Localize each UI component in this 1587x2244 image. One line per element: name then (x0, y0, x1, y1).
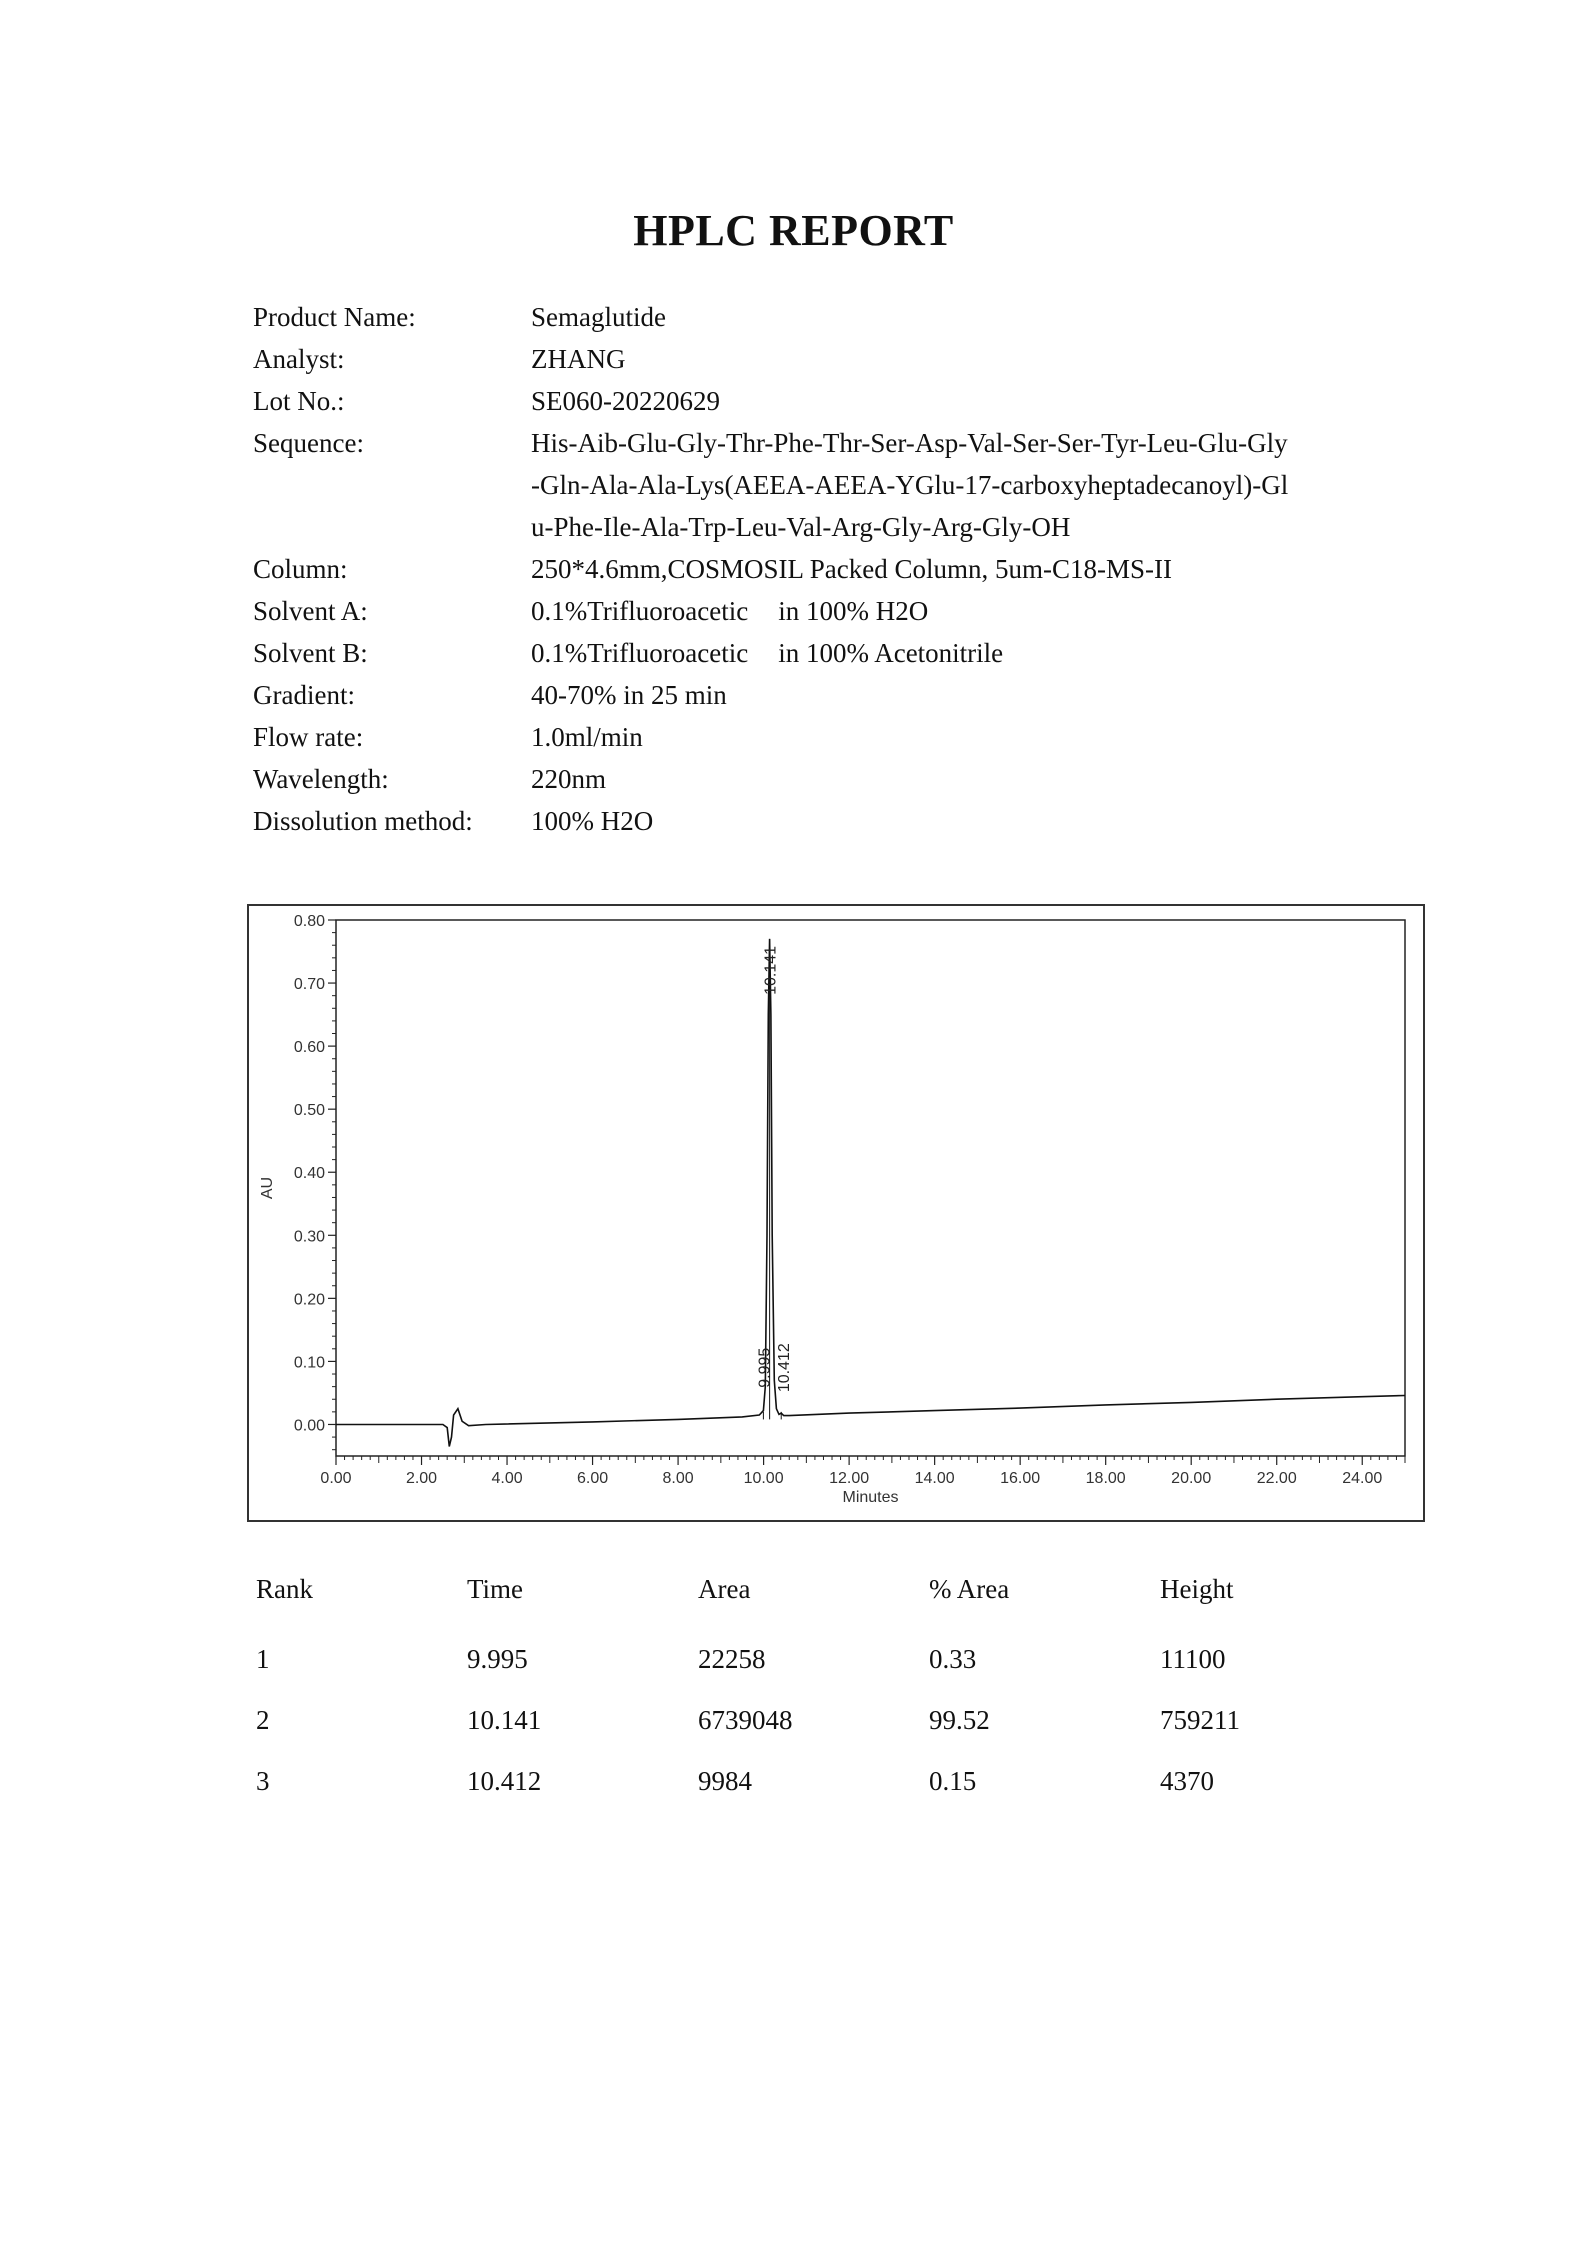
cell-time: 10.412 (467, 1766, 542, 1796)
field-label: Flow rate: (253, 722, 364, 752)
product-name-row (253, 296, 1393, 338)
header-time: Time (467, 1574, 524, 1604)
cell-height: 759211 (1160, 1705, 1240, 1735)
field-label: Solvent B: (253, 638, 368, 668)
plot-area (336, 920, 1405, 1456)
cell-rank: 2 (256, 1705, 270, 1735)
method-info (253, 296, 1393, 842)
wavelength-value: 220nm (531, 764, 607, 794)
x-tick-label: 16.00 (1000, 1470, 1041, 1487)
analyst-value: ZHANG (531, 344, 626, 374)
y-tick-label: 0.30 (293, 1228, 325, 1246)
header-area: Area (698, 1574, 751, 1604)
header-height: Height (1160, 1574, 1234, 1604)
gradient-row (253, 674, 1393, 716)
cell-area: 22258 (698, 1644, 766, 1674)
solvent-b-base: in 100% Acetonitrile (778, 638, 1004, 668)
gradient-value: 40-70% in 25 min (531, 680, 727, 710)
solvent-b-row (253, 632, 1393, 674)
field-label: Analyst: (253, 344, 345, 374)
y-tick-label: 0.80 (293, 913, 325, 930)
peak-label: 10.141 (762, 945, 780, 995)
solvent-a-row (253, 590, 1393, 632)
report-title: HPLC REPORT (633, 206, 954, 255)
chromatogram-chart (249, 906, 1423, 1520)
product-name-value: Semaglutide (531, 302, 666, 332)
cell-time: 10.141 (467, 1705, 542, 1735)
dissolution-row (253, 800, 1393, 842)
y-axis-label: AU (259, 1176, 276, 1200)
x-axis-label: Minutes (842, 1489, 899, 1506)
field-label: Column: (253, 554, 348, 584)
flow-rate-row (253, 716, 1393, 758)
dissolution-value: 100% H2O (531, 806, 654, 836)
column-row (253, 548, 1393, 590)
x-tick-label: 6.00 (576, 1470, 609, 1487)
cell-area: 6739048 (698, 1705, 793, 1735)
field-label: Lot No.: (253, 386, 345, 416)
cell-percent-area: 99.52 (929, 1705, 990, 1735)
wavelength-row (253, 758, 1393, 800)
x-tick-label: 12.00 (829, 1470, 870, 1487)
column-value: 250*4.6mm,COSMOSIL Packed Column, 5um-C18-MS-II (531, 554, 1172, 584)
table-row (256, 1705, 1376, 1766)
x-tick-label: 10.00 (743, 1470, 784, 1487)
solvent-b-value (531, 632, 1393, 674)
field-label: Gradient: (253, 680, 355, 710)
lot-no-value: SE060-20220629 (531, 386, 720, 416)
cell-height: 4370 (1160, 1766, 1214, 1796)
table-row (256, 1644, 1376, 1705)
sequence-value (531, 422, 1393, 548)
x-tick-label: 20.00 (1171, 1470, 1212, 1487)
y-tick-label: 0.70 (293, 976, 325, 994)
x-tick-label: 0.00 (320, 1470, 352, 1487)
peak-label: 10.412 (776, 1343, 794, 1393)
sequence-line: -Gln-Ala-Ala-Lys(AEEA-AEEA-YGlu-17-carboxyheptadecanoyl)-Gl (531, 470, 1289, 500)
sequence-line: u-Phe-Ile-Ala-Trp-Leu-Val-Arg-Gly-Arg-Gly-OH (531, 512, 1071, 542)
lot-no-row (253, 380, 1393, 422)
solvent-a-base: in 100% H2O (778, 596, 929, 626)
table-row (256, 1766, 1376, 1827)
field-label: Product Name: (253, 302, 416, 332)
x-tick-label: 4.00 (491, 1470, 523, 1487)
field-label: Dissolution method: (253, 806, 473, 836)
cell-rank: 3 (256, 1766, 270, 1796)
analyst-row (253, 338, 1393, 380)
y-tick-label: 0.60 (293, 1039, 325, 1057)
y-tick-label: 0.10 (293, 1354, 325, 1372)
solvent-a-modifier: 0.1%Trifluoroacetic (531, 596, 749, 626)
y-tick-label: 0.20 (293, 1291, 325, 1309)
field-label: Wavelength: (253, 764, 389, 794)
table-header (256, 1574, 1376, 1644)
x-tick-label: 2.00 (405, 1470, 438, 1487)
y-tick-label: 0.00 (293, 1417, 325, 1435)
sequence-row (253, 422, 1393, 548)
peak-results-table (256, 1574, 1376, 1827)
x-tick-label: 14.00 (914, 1470, 955, 1487)
cell-rank: 1 (256, 1644, 270, 1674)
field-label: Sequence: (253, 428, 364, 458)
cell-percent-area: 0.33 (929, 1644, 977, 1674)
y-tick-label: 0.50 (293, 1102, 325, 1120)
cell-height: 11100 (1160, 1644, 1226, 1674)
header-rank: Rank (256, 1574, 313, 1604)
x-tick-label: 8.00 (662, 1470, 694, 1487)
chromatogram-trace (336, 939, 1405, 1447)
solvent-a-value (531, 590, 1393, 632)
y-tick-label: 0.40 (293, 1165, 325, 1183)
sequence-line: His-Aib-Glu-Gly-Thr-Phe-Thr-Ser-Asp-Val-Ser-Ser-Tyr-Leu-Glu-Gly (531, 428, 1288, 458)
cell-percent-area: 0.15 (929, 1766, 977, 1796)
field-label: Solvent A: (253, 596, 368, 626)
header-percent-area: % Area (929, 1574, 1010, 1604)
x-tick-label: 18.00 (1085, 1470, 1126, 1487)
x-tick-label: 24.00 (1342, 1470, 1383, 1487)
solvent-b-modifier: 0.1%Trifluoroacetic (531, 638, 749, 668)
chromatogram-frame (247, 904, 1425, 1522)
peak-label: 9.995 (756, 1347, 774, 1388)
x-tick-label: 22.00 (1256, 1470, 1297, 1487)
flow-rate-value: 1.0ml/min (531, 722, 643, 752)
cell-time: 9.995 (467, 1644, 528, 1674)
cell-area: 9984 (698, 1766, 752, 1796)
